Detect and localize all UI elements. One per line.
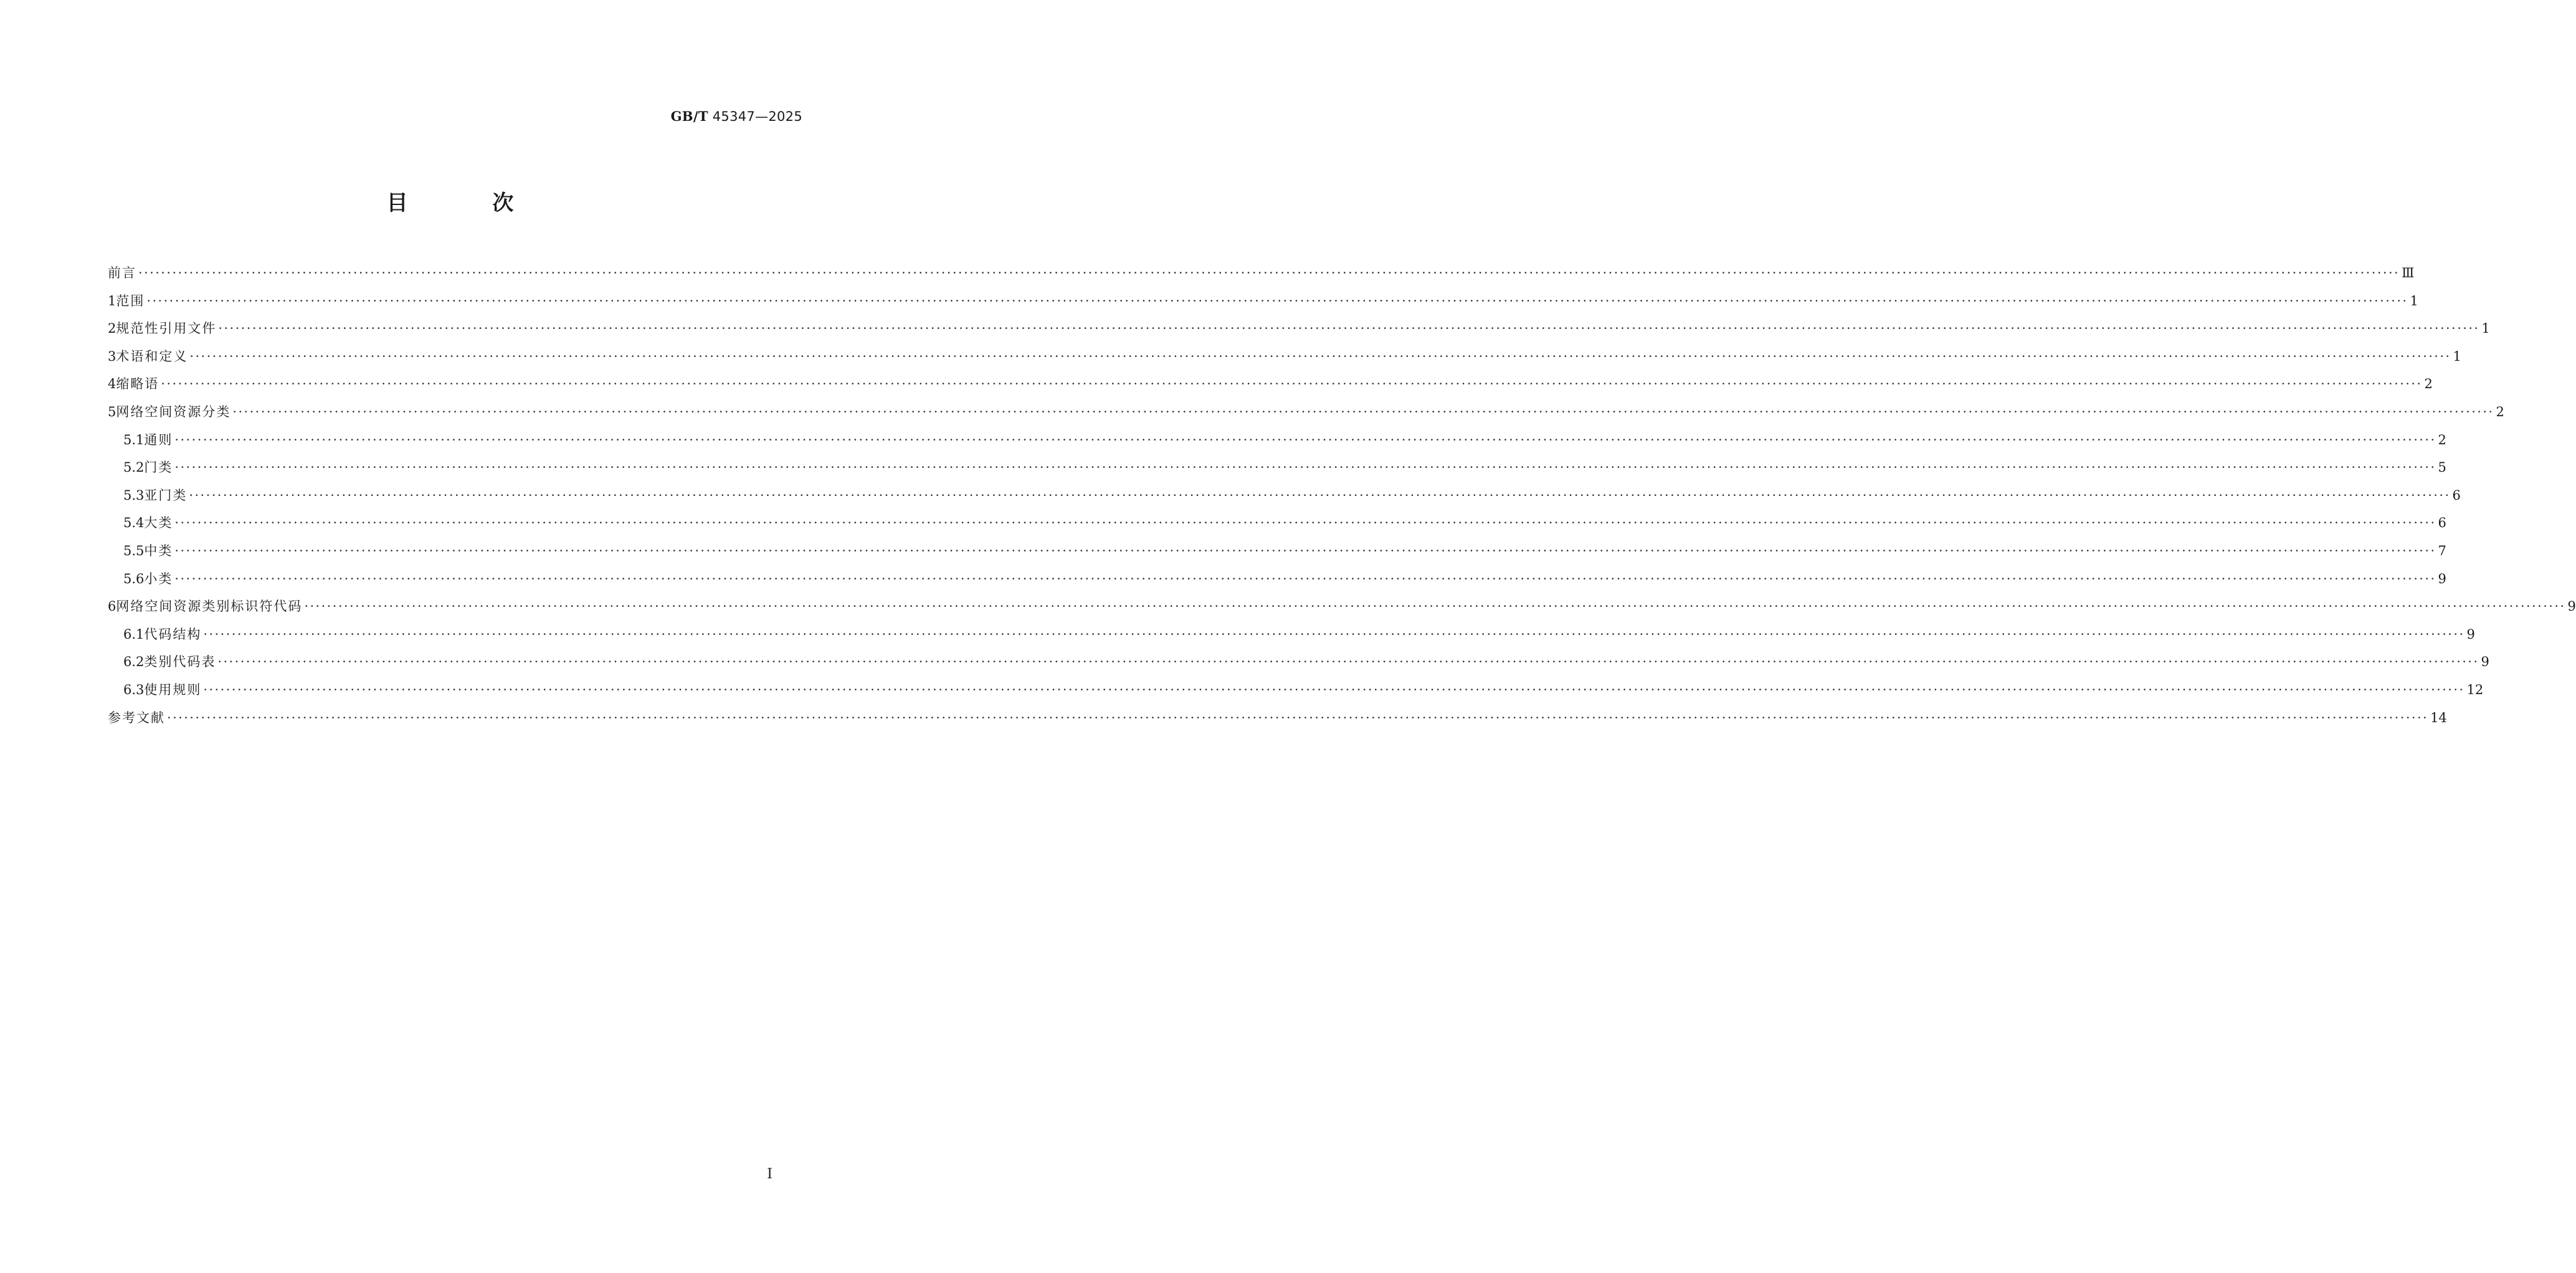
toc-entry[interactable] — [108, 287, 2418, 315]
toc-entry-label: 类别代码表 — [144, 654, 216, 670]
toc-dot-leader: ················································································································································································································································································································································································································ — [304, 599, 2566, 614]
toc-entry-number: 5.5 — [123, 543, 145, 558]
standard-number: 45347—2025 — [708, 109, 802, 124]
toc-entry-label: 亚门类 — [144, 487, 188, 503]
toc-entry-label: 网络空间资源类别标识符代码 — [116, 599, 303, 614]
toc-dot-leader: ················································································································································································································································································································································································································ — [218, 321, 2480, 336]
toc-entry[interactable] — [108, 648, 2489, 676]
toc-entry[interactable] — [108, 259, 2415, 287]
toc-entry-page: 1 — [2481, 321, 2490, 336]
toc-entry-number: 6.3 — [123, 682, 145, 697]
toc-entry-number: 6.2 — [123, 654, 145, 670]
toc-entry-page: 2 — [2424, 376, 2433, 392]
toc-entry-page: 2 — [2438, 432, 2446, 447]
toc-entry-number: 5 — [108, 404, 116, 419]
toc-entry-number: 5.3 — [123, 487, 145, 503]
footer-page-number: Ⅰ — [767, 1166, 772, 1182]
toc-entry-label: 网络空间资源分类 — [116, 404, 231, 419]
standard-code — [671, 108, 802, 124]
toc-dot-leader: ················································································································································································································································································································································································································ — [167, 710, 2429, 725]
toc-entry-number: 6 — [108, 599, 116, 614]
toc-entry[interactable] — [108, 398, 2504, 426]
toc-entry[interactable] — [108, 509, 2446, 537]
toc-entry-page: 9 — [2466, 626, 2475, 642]
toc-entry-page: 1 — [2453, 348, 2461, 364]
toc-entry[interactable] — [108, 454, 2446, 482]
toc-dot-leader: ················································································································································································································································································································································································································ — [161, 376, 2423, 392]
page-title: 目 次 — [386, 191, 553, 216]
toc-entry-page: 14 — [2430, 710, 2447, 725]
toc-dot-leader: ················································································································································································································································································································································································································ — [174, 543, 2436, 558]
toc-entry-page: 6 — [2438, 515, 2446, 531]
toc-entry-label: 范围 — [116, 293, 145, 308]
toc-entry[interactable] — [108, 593, 2576, 621]
toc-entry[interactable] — [108, 343, 2461, 371]
toc-entry-label: 大类 — [144, 515, 173, 531]
toc-entry-page: 9 — [2438, 571, 2446, 586]
standard-prefix: GB/T — [670, 108, 708, 124]
toc-entry-page: 1 — [2410, 293, 2418, 308]
toc-dot-leader: ················································································································································································································································································································································································································ — [174, 432, 2436, 447]
toc-entry-number: 5.6 — [123, 571, 145, 586]
toc-dot-leader: ················································································································································································································································································································································································································ — [189, 487, 2451, 503]
toc-dot-leader: ················································································································································································································································································································································································································ — [203, 626, 2465, 642]
toc-entry-number: 3 — [108, 348, 116, 364]
toc-entry-number: 2 — [108, 321, 116, 336]
toc-entry[interactable] — [108, 565, 2446, 593]
toc-entry-label: 通则 — [144, 432, 173, 447]
toc-entry-label: 缩略语 — [116, 376, 159, 392]
toc-entry-label: 规范性引用文件 — [116, 321, 217, 336]
toc-entry-page: 12 — [2466, 682, 2484, 697]
toc-entry[interactable] — [108, 426, 2446, 454]
toc-entry-number: 5.4 — [123, 515, 145, 531]
toc-entry-page: 9 — [2567, 599, 2576, 614]
toc-entry-page: 9 — [2481, 654, 2489, 670]
toc-entry[interactable] — [108, 482, 2461, 510]
table-of-contents — [108, 259, 2576, 732]
toc-dot-leader: ················································································································································································································································································································································································································ — [138, 265, 2400, 280]
toc-entry-label: 代码结构 — [144, 626, 202, 642]
toc-entry-page: Ⅲ — [2402, 265, 2415, 280]
toc-entry-number: 5.1 — [123, 432, 145, 447]
toc-entry-label: 使用规则 — [144, 682, 202, 697]
toc-entry-label: 门类 — [144, 460, 173, 475]
toc-entry-number: 4 — [108, 376, 116, 392]
toc-dot-leader: ················································································································································································································································································································································································································ — [217, 654, 2479, 670]
toc-entry-number: 6.1 — [123, 626, 145, 642]
toc-entry-label: 中类 — [144, 543, 173, 558]
toc-dot-leader: ················································································································································································································································································································································································································ — [203, 682, 2465, 697]
toc-entry-number: 1 — [108, 293, 116, 308]
toc-entry[interactable] — [108, 676, 2484, 704]
toc-dot-leader: ················································································································································································································································································································································································································ — [174, 460, 2436, 475]
toc-dot-leader: ················································································································································································································································································································································································································ — [146, 293, 2408, 308]
toc-entry-number: 5.2 — [123, 460, 145, 475]
toc-dot-leader: ················································································································································································································································································································································································································ — [189, 348, 2451, 364]
toc-entry[interactable] — [108, 315, 2490, 343]
toc-entry-label: 参考文献 — [108, 710, 165, 725]
toc-entry-label: 术语和定义 — [116, 348, 188, 364]
toc-entry[interactable] — [108, 370, 2433, 398]
toc-entry[interactable] — [108, 621, 2475, 649]
toc-entry-page: 5 — [2438, 460, 2446, 475]
toc-entry-label: 小类 — [144, 571, 173, 586]
toc-dot-leader: ················································································································································································································································································································································································································ — [174, 515, 2436, 531]
toc-entry[interactable] — [108, 704, 2447, 732]
toc-dot-leader: ················································································································································································································································································································································································································ — [232, 404, 2494, 419]
toc-entry-page: 7 — [2438, 543, 2446, 558]
toc-dot-leader: ················································································································································································································································································································································································································ — [174, 571, 2436, 586]
toc-entry[interactable] — [108, 537, 2446, 565]
toc-entry-page: 2 — [2496, 404, 2504, 419]
toc-entry-label: 前言 — [108, 265, 136, 280]
toc-entry-page: 6 — [2452, 487, 2461, 503]
